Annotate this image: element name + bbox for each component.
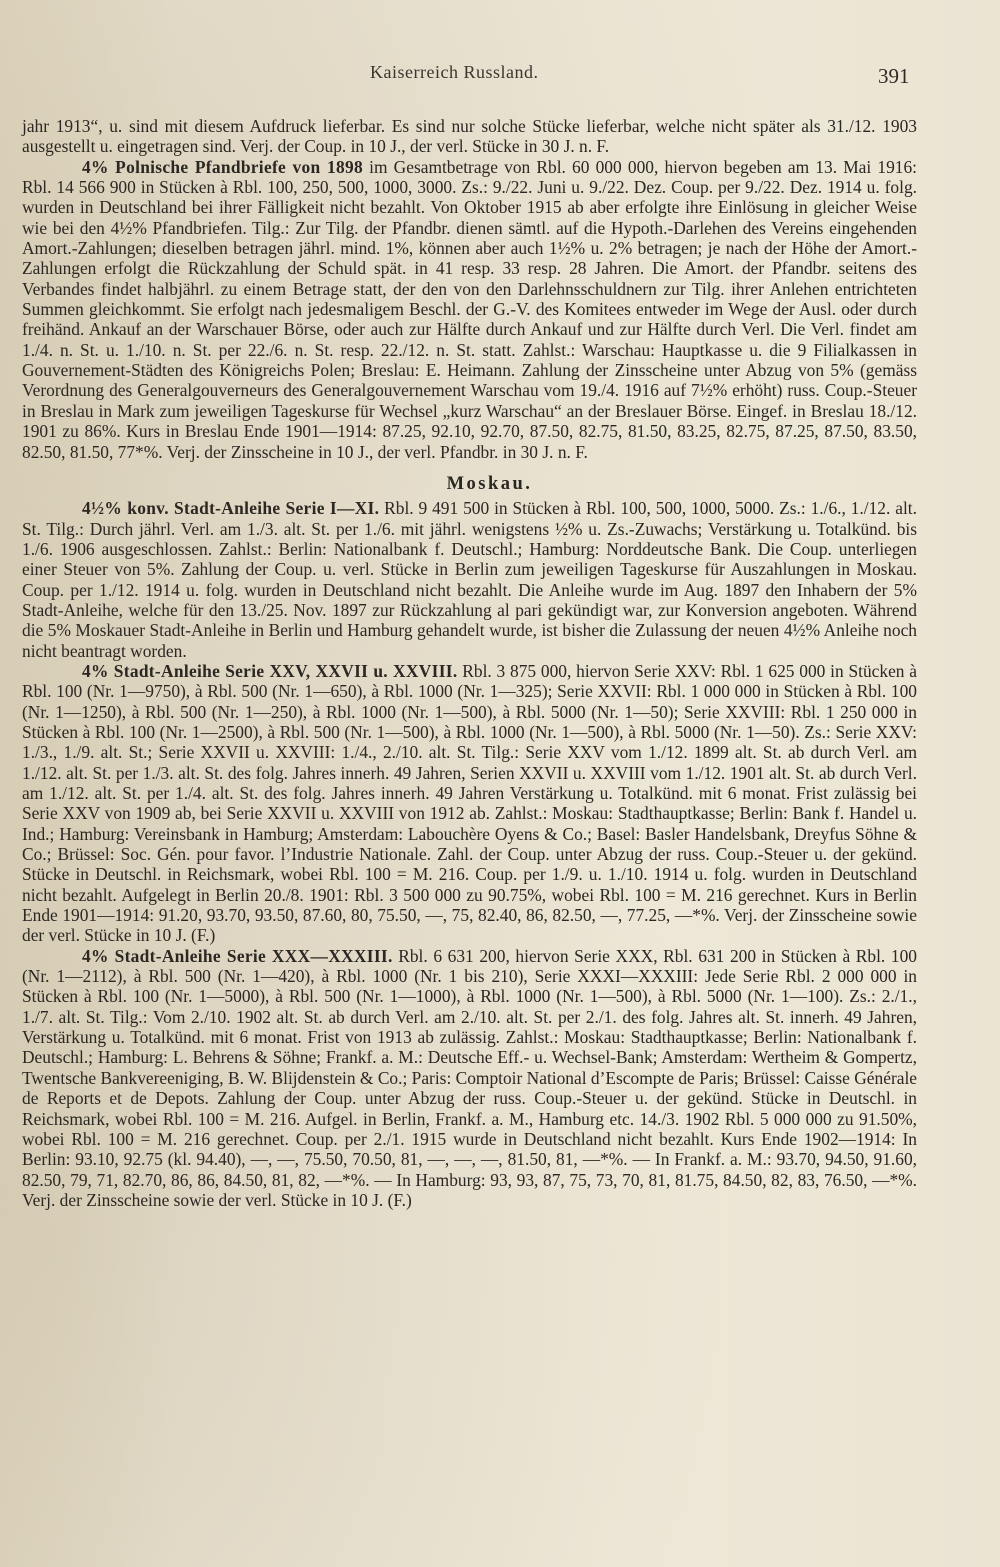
paragraph-lead: 4% Stadt-Anleihe Serie XXV, XXVII u. XXVIII. (82, 660, 458, 681)
page-header (0, 62, 1000, 92)
running-title: Kaiserreich Russland. (370, 62, 539, 82)
paragraph-stadt-anleihe-xxv (22, 661, 917, 946)
paragraph-text: jahr 1913“, u. sind mit diesem Aufdruck lieferbar. Es sind nur solche Stücke lieferbar, welche nicht später als 31./12. 1903 ausgestellt u. eingetragen sind. Verj. der Coup. in 10 J., der verl. Stücke in 30 J. n. F. (22, 116, 917, 157)
page-number: 391 (878, 64, 910, 88)
paragraph-polnische-pfandbriefe (22, 157, 917, 462)
paragraph-continuation (22, 116, 917, 157)
paragraph-lead: 4½% konv. Stadt-Anleihe Serie I—XI. (82, 498, 380, 519)
paragraph-text: Rbl. 3 875 000, hiervon Serie XXV: Rbl. 1 625 000 in Stücken à Rbl. 100 (Nr. 1—9750), à Rbl. 500 (Nr. 1—650), à Rbl. 1000 (Nr. 1—325); Serie XXVII: Rbl. 1 000 000 in Stücken à Rbl. 100 (Nr. 1—1250), à Rbl. 500 (Nr. 1—250), à Rbl. 1000 (Nr. 1—500), à Rbl. 5000 (Nr. 1—50); Serie XXVIII: Rbl. 1 250 000 in Stücken à Rbl. 100 (Nr. 1—2500), à Rbl. 500 (Nr. 1—500), à Rbl. 1000 (Nr. 1—500), à Rbl. 5000 (Nr. 1—50). Zs.: Serie XXV: 1./3., 1./9. alt. St.; Serie XXVII u. XXVIII: 1./4., 2./10. alt. St. Tilg.: Serie XXV vom 1./12. 1899 alt. St. ab durch Verl. am 1./12. alt. St. per 1./3. alt. St. des folg. Jahres innerh. 49 Jahren, Serien XXVII u. XXVIII vom 1./12. 1901 alt. St. ab durch Verl. am 1./12. alt. St. per 1./4. alt. St. des folg. Jahres innerh. 49 Jahren Verstärkung u. Totalkünd. mit 6 monat. Frist zulässig bei Serie XXV von 1909 ab, bei Serie XXVII u. XXVIII von 1912 ab. Zahlst.: Moskau: Stadthauptkasse; Berlin: Bank f. Handel u. Ind.; Hamburg: Vereinsbank in Hamburg; Amsterdam: Labouchère Oyens & Co.; Basel: Basler Handelsbank, Dreyfus Söhne & Co.; Brüssel: Soc. Gén. pour favor. l’Industrie Nationale. Zahl. der Coup. unter Abzug der russ. Coup.-Steuer u. der gekünd. Stücke in Deutschl. in Reichsmark, wobei Rbl. 100 = M. 216. Coup. per 1./9. u. 1./10. 1914 u. folg. wurden in Deutschland nicht bezahlt. Aufgelegt in Berlin 20./8. 1901: Rbl. 3 500 000 zu 90.75%, wobei Rbl. 100 = M. 216 gerechnet. Kurs in Berlin Ende 1901—1914: 91.20, 93.70, 93.50, 87.60, 80, 75.50, —, 75, 82.40, 86, 82.50, —, 77.25, —*%. Verj. der Zinsscheine sowie der verl. Stücke in 10 J. (F.) (22, 660, 917, 946)
section-heading-moskau: Moskau. (446, 473, 533, 494)
paragraph-lead: 4% Stadt-Anleihe Serie XXX—XXXIII. (82, 945, 393, 966)
paragraph-text: im Gesamtbetrage von Rbl. 60 000 000, hiervon begeben am 13. Mai 1916: Rbl. 14 566 900 in Stücken à Rbl. 100, 250, 500, 1000, 3000. Zs.: 9./22. Juni u. 9./22. Dez. Coup. per 9./22. Dez. 1914 u. folg. wurden in Deutschland bei ihrer Fälligkeit nicht bezahlt. Von Oktober 1915 ab aber erfolgte ihre Einlösung in gleicher Weise wie bei den 4½% Pfandbriefen. Tilg.: Zur Tilg. der Pfandbr. dienen sämtl. auf die Hypoth.-Darlehen des Vereins eingehenden Amort.-Zahlungen; dieselben betragen jährl. mind. 1%, können aber auch 1½% u. 2% betragen; je nach der Höhe der Amort.-Zahlungen erfolgt die Rückzahlung der Schuld spät. in 41 resp. 33 resp. 28 Jahren. Die Amort. der Pfandbr. seitens des Verbandes findet halbjährl. zu einem Betrage statt, der den von den Darlehnsschuldnern zur Tilg. ihrer Anlehen entrichteten Summen gleichkommt. Sie erfolgt nach jedesmaligem Beschl. der G.-V. des Komitees entweder im Wege der Ausl. oder durch freihänd. Ankauf an der Warschauer Börse, oder auch zur Hälfte durch Ankauf und zur Hälfte durch Verl. Die Verl. findet am 1./4. n. St. u. 1./10. n. St. per 22./6. n. St. resp. 22./12. n. St. statt. Zahlst.: Warschau: Hauptkasse u. die 9 Filialkassen in Gouvernement-Städten des Königreichs Polen; Breslau: E. Heimann. Zahlung der Zinsscheine unter Abzug von 5% (gemäss Verordnung des Generalgouverneurs des Generalgouvernement Warschau vom 19./4. 1916 auf 7½% erhöht) russ. Coup.-Steuer in Breslau in Mark zum jeweiligen Tageskurse für Wechsel „kurz Warschau“ an der Breslauer Börse. Eingef. in Breslau 18./12. 1901 zu 86%. Kurs in Breslau Ende 1901—1914: 87.25, 92.10, 92.70, 87.50, 82.75, 81.50, 83.25, 82.75, 87.25, 87.50, 83.50, 82.50, 81.50, 77*%. Verj. der Zinsscheine in 10 J., der verl. Pfandbr. in 30 J. n. F. (22, 156, 918, 462)
paragraph-lead: 4% Polnische Pfandbriefe von 1898 (82, 156, 363, 177)
paragraph-konv-stadt-anleihe (22, 498, 917, 661)
paragraph-text: Rbl. 9 491 500 in Stücken à Rbl. 100, 500, 1000, 5000. Zs.: 1./6., 1./12. alt. St. Tilg.: Durch jährl. Verl. am 1./3. alt. St. per 1./6. mit jährl. wenigstens ½% u. Zs.-Zuwachs; Verstärkung u. Totalkünd. bis 1./6. 1906 ausgeschlossen. Zahlst.: Berlin: Nationalbank f. Deutschl.; Hamburg: Norddeutsche Bank. Die Coup. unterliegen einer Steuer von 5%. Zahlung der Coup. u. verl. Stücke in Berlin zum jeweiligen Tageskurse für Auszahlungen in Moskau. Coup. per 1./12. 1914 u. folg. wurden in Deutschland nicht bezahlt. Die Anleihe wurde im Aug. 1897 den Inhabern der 5% Stadt-Anleihe, welche für den 13./25. Nov. 1897 zur Rückzahlung al pari gekündigt war, zur Konversion angeboten. Während die 5% Moskauer Stadt-Anleihe in Berlin und Hamburg gehandelt wurde, ist bisher die Zulassung der neuen 4½% Anleihe noch nicht beantragt worden. (22, 498, 917, 661)
body-text (22, 116, 917, 1210)
paragraph-text: Rbl. 6 631 200, hiervon Serie XXX, Rbl. 631 200 in Stücken à Rbl. 100 (Nr. 1—2112), à Rbl. 500 (Nr. 1—420), à Rbl. 1000 (Nr. 1 bis 210), Serie XXXI—XXXIII: Jede Serie Rbl. 2 000 000 in Stücken à Rbl. 100 (Nr. 1—5000), à Rbl. 500 (Nr. 1—1000), à Rbl. 1000 (Nr. 1—500), à Rbl. 5000 (Nr. 1—100). Zs.: 2./1., 1./7. alt. St. Tilg.: Vom 2./10. 1902 alt. St. ab durch Verl. am 2./10. alt. St. per 2./1. des folg. Jahres alt. St. innerh. 49 Jahren, Verstärkung u. Totalkünd. mit 6 monat. Frist von 1913 ab zulässig. Zahlst.: Moskau: Stadthauptkasse; Berlin: Nationalbank f. Deutschl.; Hamburg: L. Behrens & Söhne; Frankf. a. M.: Deutsche Eff.- u. Wechsel-Bank; Amsterdam: Wertheim & Gompertz, Twentsche Bankvereeniging, B. W. Blijdenstein & Co.; Paris: Comptoir National d’Escompte de Paris; Brüssel: Caisse Générale de Reports et de Depots. Zahlung der Coup. unter Abzug der russ. Coup.-Steuer u. der gekünd. Stücke in Deutschl. in Reichsmark, wobei Rbl. 100 = M. 216. Aufgel. in Berlin, Frankf. a. M., Hamburg etc. 14./3. 1902 Rbl. 5 000 000 zu 91.50%, wobei Rbl. 100 = M. 216 gerechnet. Coup. per 2./1. 1915 wurde in Deutschland nicht bezahlt. Kurs Ende 1902—1914: In Berlin: 93.10, 92.75 (kl. 94.40), —, —, 75.50, 70.50, 81, —, —, —, 81.50, 81, —*%. — In Frankf. a. M.: 93.70, 94.50, 91.60, 82.50, 79, 71, 82.70, 86, 86, 84.50, 81, 82, —*%. — In Hamburg: 93, 93, 87, 75, 73, 70, 81, 81.75, 84.50, 82, 83, 76.50, —*%. Verj. der Zinsscheine sowie der verl. Stücke in 10 J. (F.) (22, 945, 917, 1210)
paragraph-stadt-anleihe-xxx (22, 946, 917, 1210)
